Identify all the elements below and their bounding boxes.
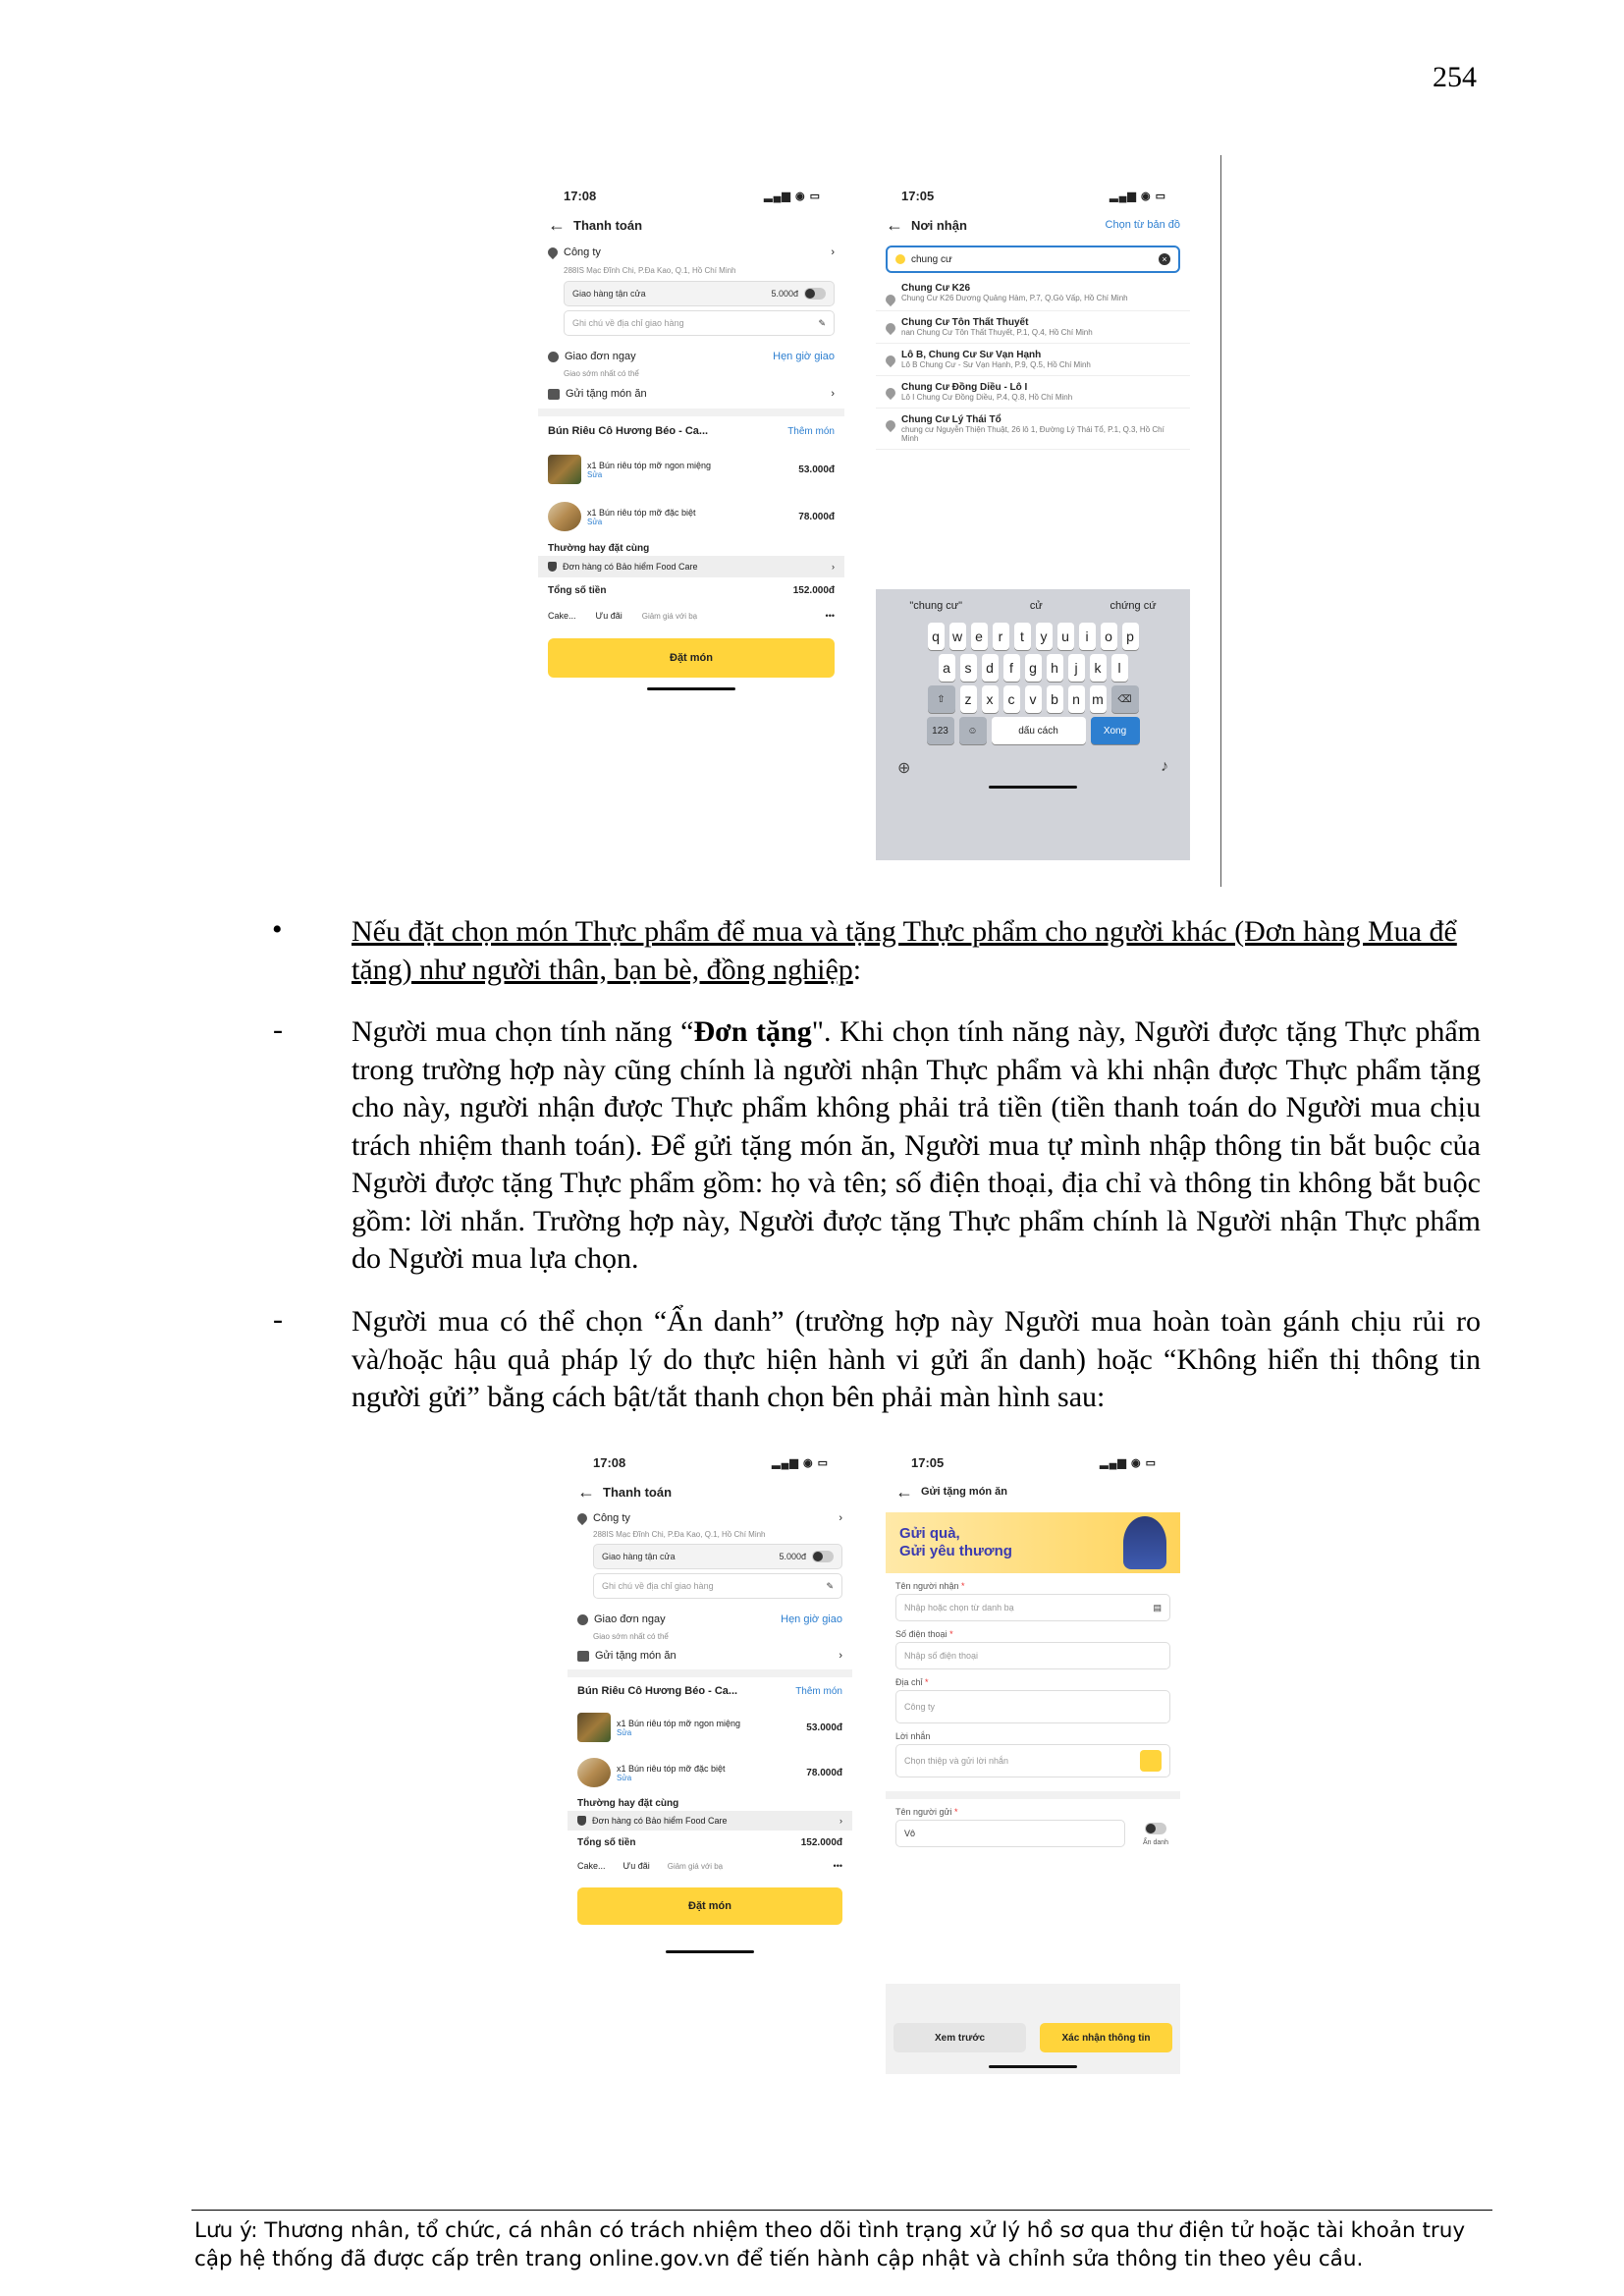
key[interactable]: l (1111, 654, 1128, 682)
item-name: Bún riêu tóp mỡ ngon miệng (599, 460, 711, 470)
signal-icon: ▂▄▆ ◉ ▭ (1110, 190, 1166, 202)
list-item[interactable]: Chung Cư K26 Chung Cư K26 Dương Quảng Hàm, P.7, Q.Gò Vấp, Hồ Chí Minh (876, 277, 1190, 311)
search-icon (895, 254, 905, 264)
door-delivery-label: Giao hàng tận cửa (602, 1552, 676, 1561)
back-arrow-icon[interactable]: ← (895, 1481, 913, 1502)
key[interactable]: u (1057, 623, 1074, 650)
list-item[interactable]: Lô B, Chung Cư Sư Vạn Hạnh Lô B Chung Cư - Sư Vạn Hạnh, P.9, Q.5, Hồ Chí Minh (876, 344, 1190, 376)
paragraph-gift-order: Người mua chọn tính năng “Đơn tặng". Khi chọn tính năng này, Người được tặng Thực phẩm trong trường hợp này cũng chính là người nhận Thực phẩm và khi nhận được Thực phẩm tặng cho này, người nhận được Thực phẩm không phải trả tiền (tiền thanh toán do Người mua chịu trách nhiệm thanh toán). Để gửi tặng món ăn, Người mua tự mình nhập thông tin bắt buộc của Người được tặng Thực phẩm gồm: họ và tên; số điện thoại, địa chỉ và thông tin không bắt buộc gồm: lời nhắn. Trường hợp này, Người được tặng Thực phẩm chính là Người nhận Thực phẩm do Người mua lựa chọn. (352, 1015, 1481, 1275)
location-pin-icon (884, 386, 897, 400)
location-pin-icon (884, 354, 897, 367)
suggestion[interactable]: "chung cư" (909, 600, 963, 612)
key[interactable]: q (928, 623, 945, 650)
gift-banner: Gửi quà, Gửi yêu thương (886, 1512, 1180, 1573)
chevron-right-icon: › (839, 1512, 842, 1524)
edit-link[interactable]: Sửa (617, 1727, 632, 1737)
home-indicator (989, 2065, 1077, 2068)
gift-icon (577, 1651, 589, 1662)
list-item[interactable]: Chung Cư Tôn Thất Thuyết nan Chung Cư Tôn Thất Thuyết, P.1, Q.4, Hồ Chí Minh (876, 311, 1190, 344)
door-delivery-label: Giao hàng tận cửa (572, 289, 646, 299)
key[interactable]: s (960, 654, 977, 682)
chevron-right-icon: › (832, 562, 835, 572)
key[interactable]: i (1079, 623, 1096, 650)
map-link[interactable]: Chọn từ bản đồ (1105, 219, 1180, 231)
delivery-note-field[interactable]: Ghi chú về địa chỉ giao hàng ✎ (564, 310, 835, 336)
chevron-right-icon: › (831, 388, 835, 400)
gift-option[interactable]: Gửi tặng món ăn (566, 388, 647, 400)
edit-link[interactable]: Sửa (587, 469, 603, 479)
key[interactable]: g (1025, 654, 1042, 682)
status-time: 17:08 (564, 188, 597, 203)
address-label[interactable]: Công ty (593, 1512, 630, 1524)
search-input[interactable]: chung cư × (886, 246, 1180, 273)
item-price: 78.000đ (806, 1767, 842, 1778)
address-input[interactable]: Công ty (895, 1690, 1170, 1723)
discount-field[interactable]: Giảm giá với bạ (667, 1861, 724, 1871)
item-price: 53.000đ (798, 464, 835, 475)
pencil-icon: ✎ (826, 1580, 834, 1591)
schedule-link[interactable]: Hẹn giờ giao (773, 351, 835, 362)
key[interactable]: e (971, 623, 988, 650)
deliver-now-sub: Giao sớm nhất có thể (564, 368, 639, 378)
list-item[interactable]: Chung Cư Lý Thái Tổ chung cư Nguyễn Thiện Thuật, 26 lô 1, Đường Lý Thái Tổ, P.1, Q.3, Hồ Chí Minh (876, 409, 1190, 450)
anonymous-label: Ẩn danh (1142, 1838, 1169, 1846)
confirm-button[interactable]: Xác nhận thông tin (1040, 2023, 1172, 2052)
location-pin-icon (884, 293, 897, 306)
food-image (548, 455, 581, 484)
bullet-marker: • (272, 913, 283, 946)
screen-title: Nơi nhận (911, 217, 967, 233)
payment-method[interactable]: Cake... (548, 611, 576, 621)
chevron-right-icon: › (839, 1650, 842, 1662)
home-indicator (989, 786, 1077, 789)
key[interactable]: r (993, 623, 1009, 650)
done-key[interactable]: Xong (1091, 717, 1140, 744)
checkout-screen-bottom: 17:08 ▂▄▆ ◉ ▭ ← Thanh toán Công ty › 288IS Mạc Đĩnh Chi, P.Đa Kao, Q.1, Hồ Chí Minh Giao hàng tận cửa 5.000đ Ghi chú về địa chỉ giao hàng ✎ Giao đơn ngay Hẹn giờ giao Giao sớm nhất có thể Gửi tặng món ăn › Bún Riêu Cô Hương Béo - Ca... Thêm món x1 Bún riêu tóp mỡ ngon miệng Sửa 53.000đ x1 Bún riêu tóp mỡ đặc biệt Sửa 78.000đ Thường hay đặt cùng Đơn hàng có Bảo hiểm Food Care › Tổng số tiền 152.000đ Cake... Ưu đãi Giảm giá với bạ ••• Đặt món (568, 1449, 852, 2074)
recipient-label: Tên người nhận (895, 1581, 959, 1591)
home-indicator (666, 1950, 754, 1953)
deliver-now-sub: Giao sớm nhất có thể (593, 1631, 669, 1641)
page-number: 254 (1433, 61, 1477, 93)
screen-title: Thanh toán (603, 1484, 673, 1500)
total-value: 152.000đ (792, 584, 835, 596)
item-price: 78.000đ (798, 511, 835, 522)
key[interactable]: h (1047, 654, 1063, 682)
screen-title: Gửi tặng món ăn (921, 1486, 1008, 1498)
address-label: Địa chỉ (895, 1677, 923, 1687)
key[interactable]: z (960, 685, 977, 713)
food-image (577, 1758, 611, 1787)
recipient-input[interactable]: Nhập hoặc chọn từ danh bạ ▤ (895, 1594, 1170, 1621)
dash-marker: - (273, 1013, 283, 1046)
shield-icon (577, 1816, 586, 1826)
dash-marker: - (273, 1303, 283, 1336)
door-delivery-toggle[interactable] (812, 1551, 834, 1562)
order-button[interactable]: Đặt món (577, 1887, 842, 1925)
add-more-link[interactable]: Thêm món (787, 425, 835, 437)
microphone-icon[interactable]: ♪ (1161, 758, 1168, 775)
total-label: Tổng số tiền (548, 584, 607, 596)
sender-label: Tên người gửi (895, 1807, 952, 1817)
food-image (577, 1713, 611, 1742)
gift-screen: 17:05 ▂▄▆ ◉ ▭ ← Gửi tặng món ăn Gửi quà, Gửi yêu thương Tên người nhận * Nhập hoặc chọn từ danh bạ ▤ Số điện thoại * Nhập số điện thoại Địa chỉ * Công ty Lời nhắn Chọn thiệp và gửi lời nhắn Tên người gửi * Vô Ẩn danh Xem trước Xác nhận thông tin (886, 1449, 1180, 2074)
add-more-link[interactable]: Thêm món (795, 1685, 842, 1697)
deliver-now[interactable]: Giao đơn ngay (594, 1613, 666, 1625)
door-delivery-toggle[interactable] (804, 288, 826, 300)
gift-icon (548, 389, 560, 400)
more-icon[interactable]: ••• (825, 611, 835, 621)
message-label: Lời nhắn (895, 1731, 931, 1741)
sender-input[interactable]: Vô (895, 1820, 1125, 1847)
location-pin-icon (546, 246, 560, 259)
signal-icon: ▂▄▆ ◉ ▭ (1100, 1456, 1157, 1469)
status-time: 17:08 (593, 1454, 626, 1470)
item-name: Bún riêu tóp mỡ ngon miệng (628, 1718, 740, 1728)
keyboard (876, 589, 1190, 860)
discount-field[interactable]: Giảm giá với bạ (641, 611, 698, 621)
key[interactable]: c (1003, 685, 1020, 713)
clock-icon (577, 1614, 588, 1625)
globe-icon[interactable]: ⊕ (897, 760, 911, 777)
back-arrow-icon[interactable]: ← (886, 214, 903, 235)
key[interactable]: d (982, 654, 999, 682)
pencil-icon: ✎ (818, 317, 826, 328)
back-arrow-icon[interactable]: ← (548, 214, 566, 235)
often-bought: Thường hay đặt cùng (548, 542, 650, 554)
emoji-key-icon[interactable]: ☺ (959, 717, 987, 744)
item-name: Bún riêu tóp mỡ đặc biệt (599, 507, 696, 518)
item-price: 53.000đ (806, 1722, 842, 1733)
anonymous-toggle[interactable] (1145, 1823, 1166, 1834)
insurance-label[interactable]: Đơn hàng có Bảo hiểm Food Care (592, 1816, 728, 1826)
gift-option[interactable]: Gửi tặng món ăn (595, 1650, 677, 1662)
card-icon[interactable] (1140, 1750, 1162, 1772)
order-button[interactable]: Đặt món (548, 638, 835, 678)
contacts-icon[interactable]: ▤ (1153, 1602, 1162, 1613)
divider (1220, 155, 1221, 887)
footer-note: Lưu ý: Thương nhân, tổ chức, cá nhân có trách nhiệm theo dõi tình trạng xử lý hồ sơ qua thư điện tử hoặc tài khoản truy cập hệ thống đã được cấp trên trang online.gov.vn để tiến hành cập nhật và chỉnh sửa thông tin theo yêu cầu. (194, 2218, 1466, 2271)
suggestion[interactable]: chứng cứ (1110, 600, 1157, 612)
suggestion[interactable]: cử (1029, 600, 1043, 612)
address-detail: 288IS Mạc Đĩnh Chi, P.Đa Kao, Q.1, Hồ Chí Minh (593, 1529, 766, 1539)
key[interactable]: x (982, 685, 999, 713)
promo-option[interactable]: Ưu đãi (595, 611, 623, 621)
bullet-heading: Nếu đặt chọn món Thực phẩm để mua và tặng Thực phẩm cho người khác (Đơn hàng Mua để tặng) như người thân, bạn bè, đồng nghiệp: (352, 915, 1457, 986)
key[interactable]: a (939, 654, 955, 682)
key[interactable]: n (1068, 685, 1085, 713)
shift-key-icon[interactable]: ⇧ (928, 685, 955, 713)
footer-divider (191, 2210, 1492, 2211)
food-image (548, 502, 581, 531)
chevron-right-icon: › (839, 1816, 842, 1826)
signal-icon: ▂▄▆ ◉ ▭ (772, 1456, 829, 1469)
status-time: 17:05 (911, 1454, 945, 1470)
payment-method[interactable]: Cake... (577, 1861, 606, 1871)
key[interactable]: b (1047, 685, 1063, 713)
deliver-now[interactable]: Giao đơn ngay (565, 351, 636, 362)
item-name: Bún riêu tóp mỡ đặc biệt (628, 1763, 726, 1774)
door-fee: 5.000đ (779, 1552, 806, 1561)
schedule-link[interactable]: Hẹn giờ giao (781, 1613, 842, 1625)
key[interactable]: p (1122, 623, 1139, 650)
clock-icon (548, 352, 559, 362)
checkout-screen-top: 17:08 ▂▄▆ ◉ ▭ ← Thanh toán Công ty › 288IS Mạc Đĩnh Chi, P.Đa Kao, Q.1, Hồ Chí Minh Giao hàng tận cửa 5.000đ Ghi chú về địa chỉ giao hàng ✎ Giao đơn ngay Hẹn giờ giao Giao sớm nhất có thể Gửi tặng món ăn › Bún Riêu Cô Hương Béo - Ca... Thêm món x1 Bún riêu tóp mỡ ngon miệng Sửa 53.000đ x1 Bún riêu tóp mỡ đặc biệt Sửa 78.000đ Thường hay đặt cùng Đơn hàng có Bảo hiểm Food Care › Tổng số tiền 152.000đ Cake... Ưu đãi Giảm giá với bạ ••• Đặt món (538, 183, 844, 860)
key[interactable]: m (1090, 685, 1107, 713)
shield-icon (548, 562, 557, 572)
backspace-key-icon[interactable]: ⌫ (1111, 685, 1139, 713)
clear-icon[interactable]: × (1159, 253, 1170, 265)
key[interactable]: j (1068, 654, 1085, 682)
location-pin-icon (575, 1511, 589, 1525)
numbers-key[interactable]: 123 (927, 717, 954, 744)
location-pin-icon (884, 321, 897, 335)
message-input[interactable]: Chọn thiệp và gửi lời nhắn (895, 1744, 1170, 1777)
key[interactable]: k (1090, 654, 1107, 682)
delivery-note-field[interactable]: Ghi chú về địa chỉ giao hàng ✎ (593, 1573, 842, 1599)
mascot-image (1123, 1516, 1166, 1569)
preview-button[interactable]: Xem trước (893, 2023, 1026, 2052)
address-detail: 288IS Mạc Đĩnh Chi, P.Đa Kao, Q.1, Hồ Chí Minh (564, 265, 736, 275)
often-bought: Thường hay đặt cùng (577, 1797, 679, 1809)
space-key[interactable]: dấu cách (992, 717, 1086, 744)
screen-title: Thanh toán (573, 217, 643, 233)
edit-link[interactable]: Sửa (587, 517, 603, 526)
phone-input[interactable]: Nhập số điện thoại (895, 1642, 1170, 1669)
home-indicator (647, 687, 735, 690)
back-arrow-icon[interactable]: ← (577, 1481, 595, 1502)
more-icon[interactable]: ••• (833, 1861, 842, 1871)
key[interactable]: v (1025, 685, 1042, 713)
edit-link[interactable]: Sửa (617, 1773, 632, 1782)
address-screen (876, 183, 1190, 860)
key[interactable]: t (1014, 623, 1031, 650)
total-label: Tổng số tiền (577, 1836, 636, 1848)
chevron-right-icon: › (831, 246, 835, 258)
key[interactable]: y (1036, 623, 1053, 650)
status-time: 17:05 (901, 188, 935, 203)
restaurant-name: Bún Riêu Cô Hương Béo - Ca... (577, 1685, 738, 1697)
insurance-label[interactable]: Đơn hàng có Bảo hiểm Food Care (563, 562, 698, 572)
location-pin-icon (884, 418, 897, 432)
door-fee: 5.000đ (771, 289, 798, 299)
paragraph-anonymous: Người mua có thể chọn “Ẩn danh” (trường hợp này Người mua hoàn toàn gánh chịu rủi ro và/hoặc hậu quả pháp lý do thực hiện hành vi gửi ẩn danh) hoặc “Không hiển thị thông tin người gửi” bằng cách bật/tắt thanh chọn bên phải màn hình sau: (352, 1305, 1481, 1413)
address-label[interactable]: Công ty (564, 246, 601, 258)
key[interactable]: o (1101, 623, 1117, 650)
promo-option[interactable]: Ưu đãi (623, 1861, 650, 1871)
signal-icon: ▂▄▆ ◉ ▭ (764, 190, 821, 202)
total-value: 152.000đ (800, 1836, 842, 1848)
list-item[interactable]: Chung Cư Đồng Diều - Lô I Lô I Chung Cư Đồng Diều, P.4, Q.8, Hồ Chí Minh (876, 376, 1190, 409)
key[interactable]: w (949, 623, 966, 650)
key[interactable]: f (1003, 654, 1020, 682)
restaurant-name: Bún Riêu Cô Hương Béo - Ca... (548, 425, 709, 437)
phone-label: Số điện thoại (895, 1629, 947, 1639)
